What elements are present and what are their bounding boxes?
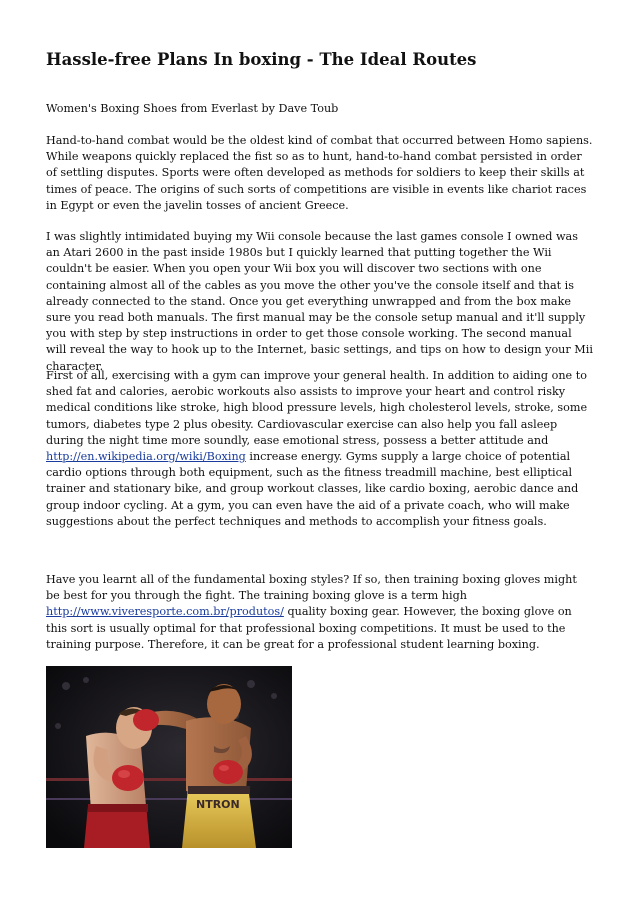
paragraph-text: Have you learnt all of the fundamental boxing styles? If so, then training boxing gloves might be best for you through the fight. The training boxing glove is a term high (46, 573, 577, 603)
document-subtitle: Women's Boxing Shoes from Everlast by Dave Toub (46, 102, 339, 115)
trunks-lettering: NTRON (196, 798, 240, 811)
boxing-photo (46, 666, 292, 848)
paragraph-gym-health (46, 368, 594, 530)
paragraph-text: increase energy. Gyms supply a large choice of potential cardio options through both equipment, such as the fitness treadmill machine, best elliptical trainer and stationary bike, and group workout classes, like cardio boxing, aerobic dance and group indoor cycling. At a gym, you can even have the aid of a private coach, who will make suggestions about the perfect techniques and methods to accomplish your fitness goals. (46, 450, 579, 528)
wikipedia-boxing-link[interactable]: http://en.wikipedia.org/wiki/Boxing (46, 450, 246, 464)
paragraph-wii-console: I was slightly intimidated buying my Wii console because the last games console I owned was an Atari 2600 in the past inside 1980s but I quickly learned that putting together the Wii couldn't be easier. When you open your Wii box you will discover two sections with one containing almost all of the cables as you move the other you've the console itself and that is already connected to the stand. Once you get everything unwrapped and from the box make sure you read both manuals. The first manual may be the console setup manual and it'll supply you with step by step instructions in order to get those console working. The second manual will reveal the way to hook up to the Internet, basic settings, and tips on how to design your Mii character. (46, 230, 593, 373)
viveresporte-link[interactable]: http://www.viveresporte.com.br/produtos/ (46, 605, 284, 619)
paragraph-origins: Hand-to-hand combat would be the oldest kind of combat that occurred between Homo sapiens. While weapons quickly replaced the fist so as to hunt, hand-to-hand combat persisted in order of settling disputes. Sports were often developed as methods for soldiers to keep their skills at times of peace. The origins of such sorts of competitions are visible in events like chariot races in Egypt or even the javelin tosses of ancient Greece. (46, 134, 593, 212)
paragraph-text: First of all, exercising with a gym can improve your general health. In addition to aiding one to shed fat and calories, aerobic workouts also assists to improve your heart and control risky medical conditions like stroke, high blood pressure levels, high cholesterol levels, stroke, some tumors, diabetes type 2 plus obesity. Cardiovascular exercise can also help you fall asleep during the night time more soundly, ease emotional stress, possess a better attitude and (46, 369, 588, 447)
boxing-photo-illustration (46, 666, 292, 848)
paragraph-text: quality boxing gear. However, the boxing glove on this sort is usually optimal for that professional boxing competitions. It must be used to the training purpose. Therefore, it can be great for a professional student learning boxing. (46, 605, 572, 651)
paragraph-boxing-gloves (46, 572, 594, 653)
document-title: Hassle-free Plans In boxing - The Ideal Routes (46, 50, 477, 69)
